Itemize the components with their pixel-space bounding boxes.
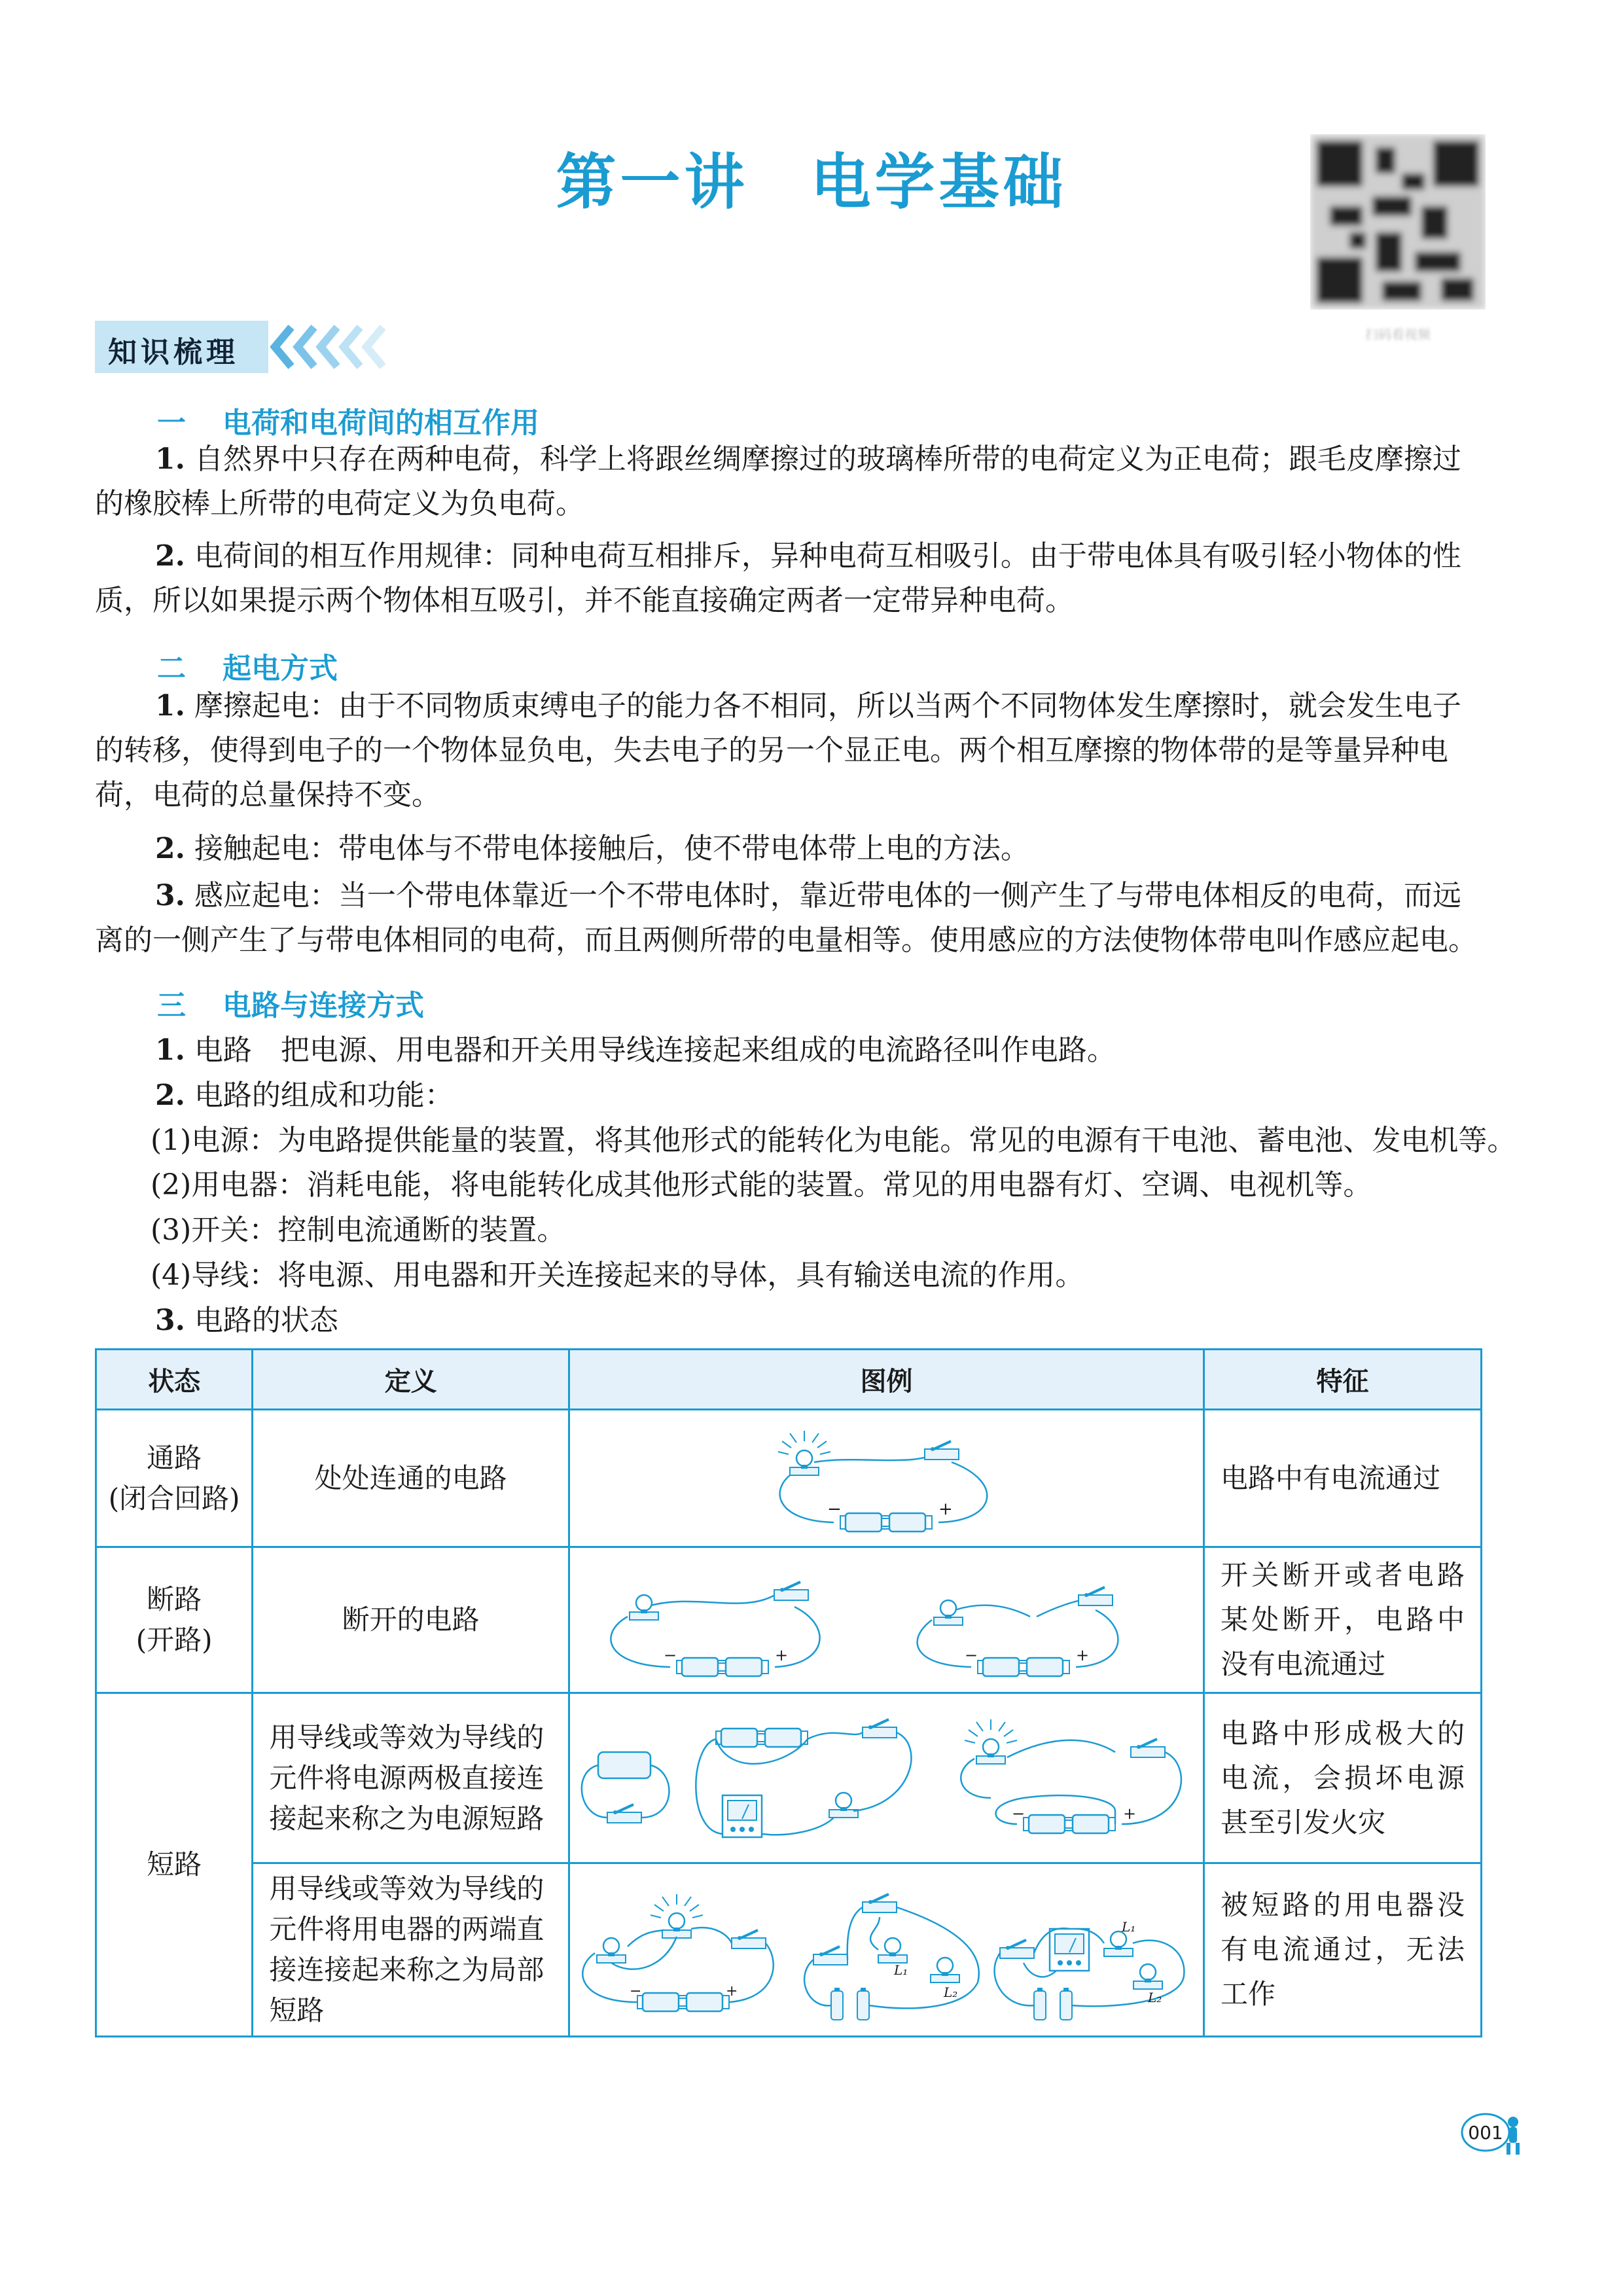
s3-line-1	[155, 1026, 1116, 1068]
feature-closed: 电路中有电流通过	[1204, 1410, 1481, 1547]
state-open-line2: (开路)	[135, 1624, 213, 1656]
open-circuit-a	[611, 1582, 820, 1676]
minus-sign: −	[965, 1646, 978, 1664]
open-circuit-b	[918, 1587, 1118, 1676]
partial-short-b	[805, 1894, 980, 2020]
s1-p1-text: 自然界中只存在两种电荷，科学上将跟丝绸摩擦过的玻璃棒所带的电荷定义为正电荷；跟毛皮摩擦过的橡胶棒上所带的电荷定义为负电荷。	[95, 442, 1461, 520]
section-3-number: 三	[157, 989, 186, 1022]
partial-short-diagrams	[572, 1871, 1200, 2028]
table-row-closed	[96, 1410, 1482, 1547]
qr-caption: 扫码看视频	[1365, 327, 1431, 342]
s3-line-5: (3)开关：控制电流通断的装置。	[151, 1213, 566, 1247]
partial-short-a	[583, 1894, 774, 2011]
s2-p1-text: 摩擦起电：由于不同物质束缚电子的能力各不相同，所以当两个不同物体发生摩擦时，就会发生电子的转移，使得到电子的一个物体显负电，失去电子的另一个显正电。两个相互摩擦的物体带的是等量异种电荷，电荷的总量保持不变。	[95, 689, 1461, 812]
minus-sign: −	[827, 1499, 842, 1519]
figure-open	[569, 1547, 1204, 1693]
lamp-label-l2: L₂	[1148, 1990, 1162, 2005]
header-feature: 特征	[1204, 1350, 1481, 1410]
state-closed-line2: (闭合回路)	[108, 1482, 240, 1515]
s3-l7-number: 3.	[155, 1304, 185, 1337]
minus-sign: −	[664, 1646, 677, 1664]
partial-short-c	[995, 1919, 1185, 2020]
s3-line-6: (4)导线：将电源、用电器和开关连接起来的导体，具有输送电流的作用。	[151, 1259, 1084, 1292]
title-part1: 第一讲	[556, 147, 749, 217]
circuit-state-table	[95, 1348, 1482, 2037]
plus-sign: +	[1076, 1646, 1090, 1664]
s3-l1-text: 电路 把电源、用电器和开关用导线连接起来组成的电流路径叫作电路。	[194, 1033, 1116, 1067]
s2-p3-text: 感应起电：当一个带电体靠近一个不带电体时，靠近带电体的一侧产生了与带电体相反的电荷，而远离的一侧产生了与带电体相同的电荷，而且两侧所带的电量相等。使用感应的方法使物体带电叫作感应起电。	[95, 879, 1477, 957]
s3-line-2	[155, 1071, 454, 1113]
s2-paragraph-1	[95, 684, 1489, 817]
section-1-heading	[157, 399, 539, 441]
table-row-short-power	[96, 1693, 1482, 1863]
section-1-title: 电荷和电荷间的相互作用	[223, 406, 539, 440]
s2-p1-number: 1.	[155, 689, 185, 723]
s3-l2-number: 2.	[155, 1079, 185, 1112]
feature-short-power: 电路中形成极大的电流，会损坏电源甚至引发火灾	[1204, 1693, 1481, 1863]
def-short-partial: 用导线或等效为导线的元件将用电器的两端直接连接起来称之为局部短路	[253, 1863, 569, 2037]
section-1-number: 一	[157, 406, 186, 440]
header-definition: 定义	[253, 1350, 569, 1410]
def-closed: 处处连通的电路	[253, 1410, 569, 1547]
state-closed-line1: 通路	[147, 1441, 202, 1474]
s2-p2-number: 2.	[155, 832, 185, 865]
switch-icon	[925, 1441, 959, 1460]
banner-label: 知识梳理	[108, 336, 239, 369]
header-figure: 图例	[569, 1350, 1204, 1410]
figure-short-power	[569, 1693, 1204, 1863]
state-short: 短路	[96, 1693, 253, 2037]
s3-line-7	[155, 1297, 338, 1338]
short-circuit-b	[696, 1719, 912, 1837]
s2-paragraph-2	[95, 827, 1489, 871]
open-circuit-diagrams	[579, 1554, 1194, 1685]
closed-circuit-diagram	[755, 1416, 1017, 1541]
feature-short-partial: 被短路的用电器没有电流通过，无法工作	[1204, 1863, 1481, 2037]
s3-l7-text: 电路的状态	[194, 1304, 338, 1337]
feature-open: 开关断开或者电路某处断开，电路中没有电流通过	[1204, 1547, 1481, 1693]
s3-line-3: (1)电源：为电路提供能量的装置，将其他形式的能转化为电能。常见的电源有干电池、蓄电池、发电机等。	[151, 1124, 1516, 1157]
state-closed	[96, 1410, 253, 1547]
s1-paragraph-1	[95, 437, 1489, 526]
section-2-number: 二	[157, 652, 186, 685]
table-header-row	[96, 1350, 1482, 1410]
lamp-label-l1: L₁	[1122, 1919, 1136, 1935]
s3-line-4: (2)用电器：消耗电能，将电能转化成其他形式能的装置。常见的用电器有灯、空调、电视机等。	[151, 1168, 1372, 1202]
figure-closed	[569, 1410, 1204, 1547]
section-2-title: 起电方式	[223, 652, 338, 685]
short-circuit-a	[582, 1752, 669, 1823]
power-short-diagrams	[572, 1700, 1200, 1857]
header-state: 状态	[96, 1350, 253, 1410]
plus-sign: +	[775, 1646, 789, 1664]
qr-code[interactable]	[1310, 134, 1486, 310]
page-number: 001	[1468, 2122, 1503, 2144]
table-row-short-partial	[96, 1863, 1482, 2037]
section-2-heading	[157, 645, 338, 687]
title-part2: 电学基础	[810, 147, 1067, 217]
s1-p1-number: 1.	[155, 442, 185, 476]
s3-l1-number: 1.	[155, 1033, 185, 1067]
plus-sign: +	[938, 1499, 954, 1519]
s2-p3-number: 3.	[155, 879, 185, 912]
section-3-title: 电路与连接方式	[223, 989, 424, 1022]
plus-sign: +	[1123, 1804, 1137, 1823]
section-3-heading	[157, 982, 424, 1024]
s3-l2-text: 电路的组成和功能：	[194, 1079, 454, 1112]
state-open	[96, 1547, 253, 1693]
lamp-label-l2: L₂	[944, 1984, 958, 2000]
minus-sign: −	[630, 1983, 642, 2000]
s1-paragraph-2	[95, 534, 1489, 623]
lamp-label-l1: L₁	[894, 1962, 908, 1978]
short-circuit-c	[961, 1719, 1182, 1833]
s2-paragraph-3	[95, 874, 1489, 963]
def-open: 断开的电路	[253, 1547, 569, 1693]
state-open-line1: 断路	[147, 1583, 202, 1615]
minus-sign: −	[1012, 1804, 1026, 1823]
def-short-power: 用导线或等效为导线的元件将电源两极直接连接起来称之为电源短路	[253, 1693, 569, 1863]
s2-p2-text: 接触起电：带电体与不带电体接触后，使不带电体带上电的方法。	[194, 832, 1029, 865]
s1-p2-number: 2.	[155, 539, 185, 573]
plus-sign: +	[726, 1983, 738, 2000]
figure-short-partial	[569, 1863, 1204, 2037]
table-row-open	[96, 1547, 1482, 1693]
page-number-badge	[1458, 2108, 1524, 2157]
battery-icon	[840, 1513, 932, 1532]
s1-p2-text: 电荷间的相互作用规律：同种电荷互相排斥，异种电荷互相吸引。由于带电体具有吸引轻小物体的性质，所以如果提示两个物体相互吸引，并不能直接确定两者一定带异种电荷。	[95, 539, 1461, 617]
